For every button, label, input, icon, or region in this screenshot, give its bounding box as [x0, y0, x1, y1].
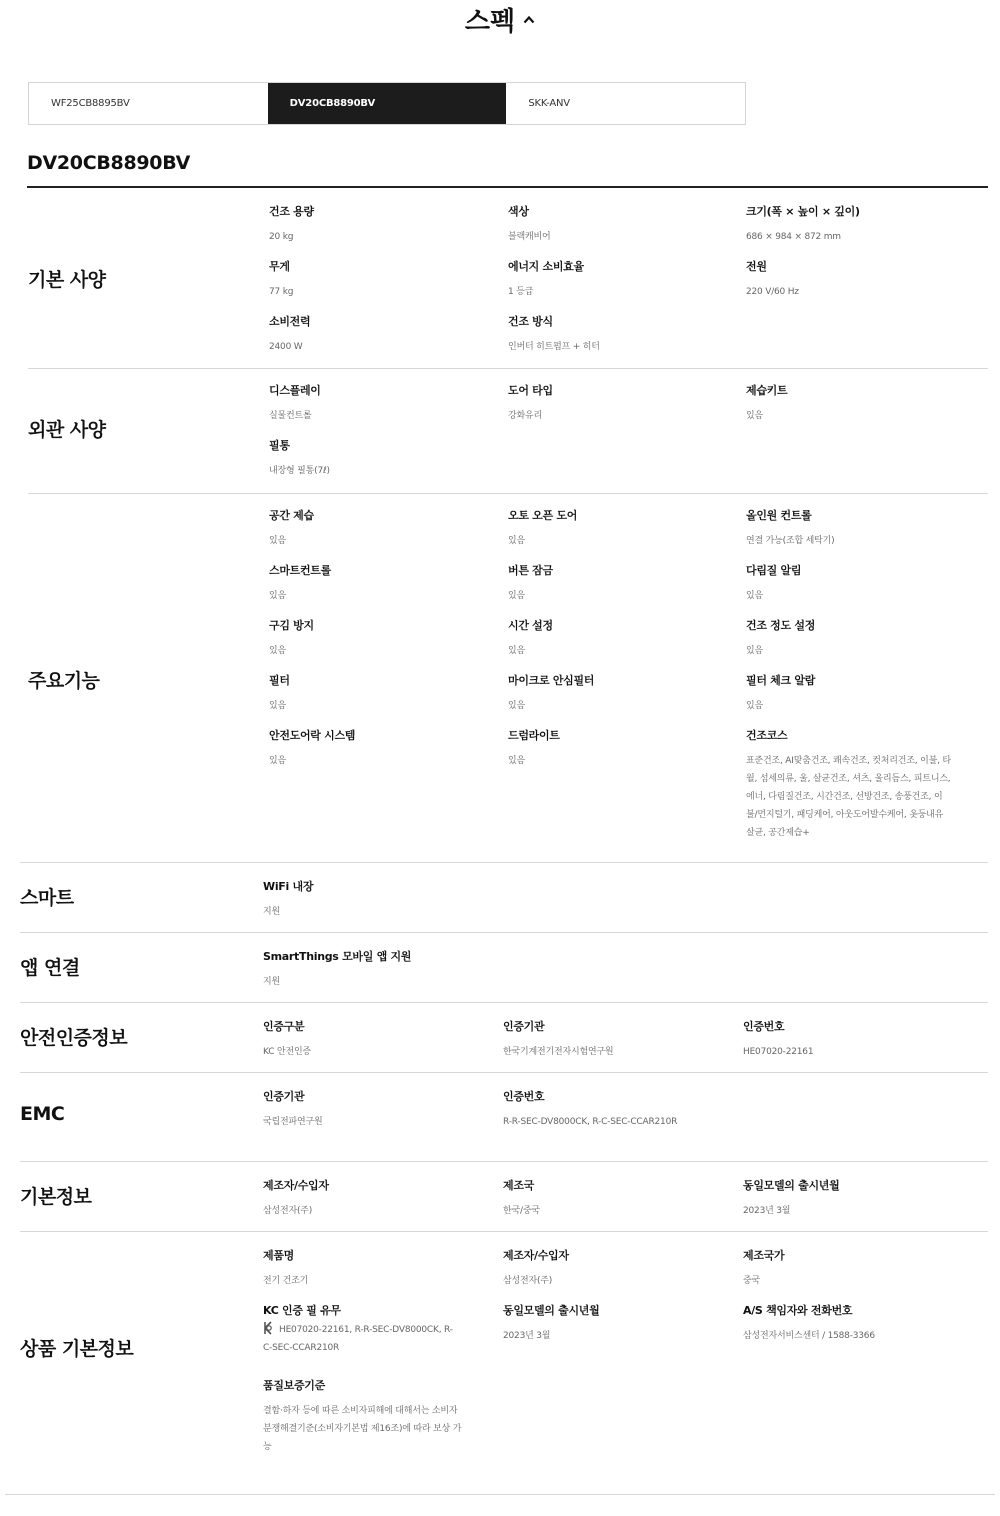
spec-item — [508, 728, 726, 770]
spec-value: 있음 — [269, 646, 286, 656]
spec-label: 필터 — [269, 674, 290, 687]
spec-item — [743, 1019, 961, 1061]
spec-label: 인증구분 — [263, 1020, 305, 1033]
spec-item — [263, 1019, 481, 1061]
spec-label: 제습키트 — [746, 384, 788, 397]
spec-label: 필터 체크 알람 — [746, 674, 816, 687]
spec-value: 686 × 984 × 872 mm — [746, 232, 841, 242]
spec-item — [263, 1089, 481, 1131]
spec-value: 220 V/60 Hz — [746, 287, 799, 297]
spec-value: 있음 — [269, 536, 286, 546]
spec-value: 내장형 필통(7ℓ) — [269, 466, 330, 476]
spec-value: 1 등급 — [508, 287, 534, 297]
spec-label: 인증번호 — [503, 1090, 545, 1103]
section-title: 주요기능 — [28, 670, 100, 692]
section-title: 기본정보 — [20, 1186, 92, 1208]
spec-value: 강화유리 — [508, 411, 542, 421]
spec-label: 품질보증기준 — [263, 1379, 325, 1392]
spec-label: 건조 방식 — [508, 315, 553, 328]
spec-label: 에너지 소비효율 — [508, 260, 584, 273]
spec-value: 2023년 3월 — [743, 1206, 791, 1216]
spec-item — [508, 204, 726, 246]
section-title: 스마트 — [20, 887, 74, 909]
spec-label: WiFi 내장 — [263, 880, 314, 893]
tab-model-1[interactable]: WF25CB8895BV — [51, 98, 130, 109]
spec-value: 한국기계전기전자시험연구원 — [503, 1047, 614, 1057]
spec-label: 도어 타입 — [508, 384, 553, 397]
spec-item — [746, 618, 964, 660]
spec-value: 있음 — [746, 701, 763, 711]
spec-item — [263, 1178, 481, 1220]
spec-item — [269, 383, 487, 425]
spec-value: 있음 — [269, 756, 286, 766]
spec-value: 있음 — [508, 591, 525, 601]
section-title: 외관 사양 — [28, 419, 106, 441]
spec-item — [743, 1178, 961, 1220]
spec-value: 연결 가능(조합 세탁기) — [746, 536, 835, 546]
spec-item — [263, 879, 563, 921]
spec-item — [269, 508, 487, 550]
spec-label: 동일모델의 출시년월 — [743, 1179, 840, 1192]
spec-value: 있음 — [508, 701, 525, 711]
spec-item — [503, 1089, 693, 1131]
spec-item — [743, 1248, 961, 1290]
tab-model-2[interactable]: DV20CB8890BV — [268, 83, 507, 124]
spec-value: 있음 — [746, 591, 763, 601]
spec-label: 다림질 알림 — [746, 564, 802, 577]
spec-value: 지원 — [263, 907, 280, 917]
spec-item — [503, 1303, 721, 1345]
spec-label: 건조 정도 설정 — [746, 619, 816, 632]
spec-value: 결함·하자 등에 따른 소비자피해에 대해서는 소비자분쟁해결기준(소비자기본법 제16조)에 따라 보상 가능 — [263, 1406, 462, 1452]
spec-label: 인증번호 — [743, 1020, 785, 1033]
spec-item — [508, 673, 726, 715]
spec-item — [269, 673, 487, 715]
spec-label: 오토 오픈 도어 — [508, 509, 578, 522]
spec-item — [263, 1378, 463, 1456]
spec-item — [508, 383, 726, 425]
spec-value: 77 kg — [269, 287, 294, 297]
section-basic-info — [20, 1162, 988, 1232]
spec-item — [746, 259, 964, 301]
spec-value: 있음 — [508, 536, 525, 546]
spec-label: 소비전력 — [269, 315, 311, 328]
model-tabs — [28, 82, 746, 125]
spec-value: 국립전파연구원 — [263, 1117, 323, 1127]
spec-label: 구김 방지 — [269, 619, 314, 632]
spec-item — [269, 728, 487, 770]
spec-label: 제조자/수입자 — [263, 1179, 329, 1192]
spec-value: KC 안전인증 — [263, 1047, 311, 1057]
spec-value: 2023년 3월 — [503, 1331, 551, 1341]
spec-value: 있음 — [746, 646, 763, 656]
spec-value: 있음 — [269, 591, 286, 601]
section-safety-cert — [20, 1003, 988, 1073]
chevron-up-icon — [523, 14, 535, 26]
spec-item — [503, 1248, 721, 1290]
section-title: 안전인증정보 — [20, 1027, 128, 1049]
spec-label: 건조 용량 — [269, 205, 314, 218]
spec-label: 무게 — [269, 260, 290, 273]
spec-value: 전기 건조기 — [263, 1276, 309, 1286]
spec-value: 실물컨트롤 — [269, 411, 312, 421]
section-title: 상품 기본정보 — [20, 1338, 134, 1360]
spec-value: 삼성전자서비스센터 / 1588-3366 — [743, 1331, 875, 1341]
spec-value: 한국/중국 — [503, 1206, 540, 1216]
spec-item — [508, 508, 726, 550]
spec-value: 있음 — [508, 646, 525, 656]
section-title: 기본 사양 — [28, 269, 106, 291]
spec-label: 크기(폭 × 높이 × 깊이) — [746, 205, 860, 218]
spec-value: 인버터 히트펌프 + 히터 — [508, 342, 600, 352]
spec-label: 스마트컨트롤 — [269, 564, 331, 577]
spec-label: SmartThings 모바일 앱 지원 — [263, 950, 412, 963]
spec-value: 2400 W — [269, 342, 303, 352]
spec-item — [263, 1303, 458, 1357]
spec-value: HE07020-22161 — [743, 1047, 814, 1057]
spec-item — [263, 949, 563, 991]
spec-label: 마이크로 안심필터 — [508, 674, 595, 687]
section-exterior-spec — [28, 369, 988, 494]
spec-item — [508, 618, 726, 660]
spec-item — [508, 563, 726, 605]
spec-item — [746, 673, 964, 715]
spec-label: 전원 — [746, 260, 767, 273]
section-emc — [20, 1073, 988, 1162]
tab-model-3[interactable]: SKK-ANV — [528, 98, 570, 109]
spec-item — [503, 1178, 721, 1220]
spec-value: 블랙캐비어 — [508, 232, 551, 242]
spec-value — [263, 1321, 458, 1357]
section-product-info — [20, 1232, 988, 1494]
spec-item — [269, 204, 487, 246]
spec-value: 있음 — [508, 756, 525, 766]
spec-label: 안전도어락 시스템 — [269, 729, 356, 742]
spec-item — [746, 728, 951, 842]
spec-title: 스펙 — [464, 7, 516, 37]
spec-header[interactable] — [0, 4, 1000, 40]
model-title: DV20CB8890BV — [27, 152, 191, 174]
spec-item — [746, 383, 964, 425]
spec-item — [508, 259, 726, 301]
spec-item — [269, 259, 487, 301]
spec-label: 인증기관 — [503, 1020, 545, 1033]
divider — [5, 1494, 995, 1495]
spec-label: 제조국 — [503, 1179, 534, 1192]
spec-label: 올인원 컨트롤 — [746, 509, 812, 522]
section-app-connect — [20, 933, 988, 1003]
spec-item — [269, 618, 487, 660]
spec-item — [269, 314, 487, 356]
spec-label: 제조국가 — [743, 1249, 785, 1262]
spec-label: 시간 설정 — [508, 619, 553, 632]
spec-label: KC 인증 필 유무 — [263, 1304, 341, 1317]
spec-value: R-R-SEC-DV8000CK, R-C-SEC-CCAR210R — [503, 1117, 678, 1127]
spec-value: 중국 — [743, 1276, 760, 1286]
section-basic-spec — [28, 188, 988, 369]
spec-label: 제조자/수입자 — [503, 1249, 569, 1262]
section-title: EMC — [20, 1103, 65, 1125]
spec-value: 있음 — [746, 411, 763, 421]
spec-label: 디스플레이 — [269, 384, 321, 397]
spec-item — [503, 1019, 721, 1061]
kc-mark-icon — [263, 1321, 273, 1335]
spec-label: 색상 — [508, 205, 529, 218]
spec-value: 삼성전자(주) — [503, 1276, 553, 1286]
spec-value: 20 kg — [269, 232, 294, 242]
section-title: 앱 연결 — [20, 957, 80, 979]
spec-item — [269, 563, 487, 605]
spec-item — [746, 204, 964, 246]
spec-label: 드럼라이트 — [508, 729, 560, 742]
spec-value: 표준건조, AI맞춤건조, 쾌속건조, 컷처리건조, 이불, 타월, 섬세의류, 울, 살균건조, 셔츠, 울리듬스, 피트니스, 에너, 다림질건조, 시간건조, 선방건조, 송풍건조, 이불/먼지털기, 패딩케어, 아웃도어발수케어, 옷둥내유살균, 공간제습+ — [746, 756, 951, 838]
spec-item — [743, 1303, 961, 1345]
spec-item — [263, 1248, 481, 1290]
spec-item — [746, 563, 964, 605]
spec-label: 공간 제습 — [269, 509, 314, 522]
section-smart — [20, 862, 988, 933]
spec-value: 삼성전자(주) — [263, 1206, 313, 1216]
spec-item — [269, 438, 487, 480]
spec-item — [746, 508, 964, 550]
spec-label: 인증기관 — [263, 1090, 305, 1103]
spec-label: A/S 책임자와 전화번호 — [743, 1304, 853, 1317]
spec-item — [508, 314, 726, 356]
spec-label: 버튼 잠금 — [508, 564, 553, 577]
spec-label: 필통 — [269, 439, 290, 452]
spec-label: 제품명 — [263, 1249, 294, 1262]
spec-value: 지원 — [263, 977, 280, 987]
spec-label: 동일모델의 출시년월 — [503, 1304, 600, 1317]
spec-label: 건조코스 — [746, 729, 788, 742]
section-main-features — [28, 494, 988, 862]
spec-value: 있음 — [269, 701, 286, 711]
kc-cert-numbers: HE07020-22161, R-R-SEC-DV8000CK, R-C-SEC-CCAR210R — [263, 1325, 453, 1353]
